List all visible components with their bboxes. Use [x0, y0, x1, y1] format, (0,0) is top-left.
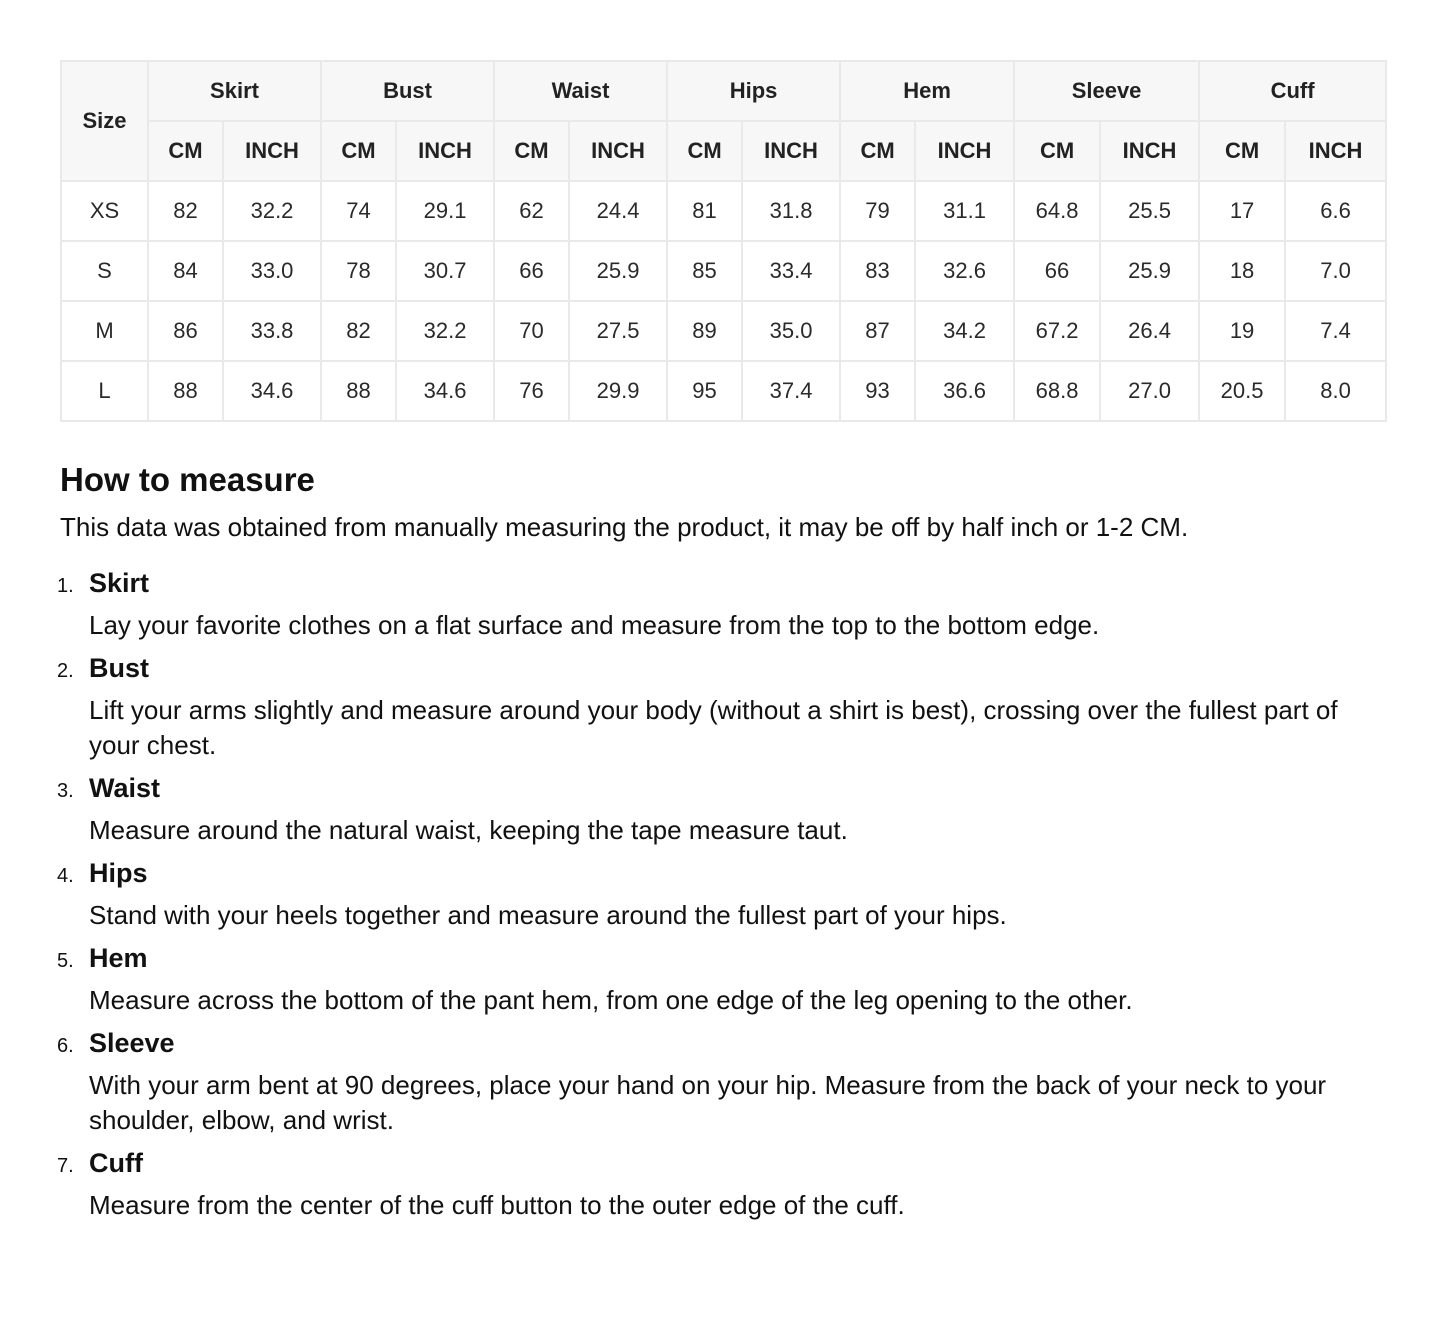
- size-cell: M: [61, 301, 148, 361]
- step-description: Measure around the natural waist, keeping the tape measure taut.: [89, 815, 848, 845]
- unit-header-cm: CM: [667, 121, 742, 181]
- value-cell: 85: [667, 241, 742, 301]
- value-cell: 7.0: [1285, 241, 1386, 301]
- table-unit-header-row: [61, 121, 1386, 181]
- step-description: Measure across the bottom of the pant hem, from one edge of the leg opening to the other.: [89, 985, 1133, 1015]
- value-cell: 64.8: [1014, 181, 1100, 241]
- table-row: [61, 361, 1386, 421]
- value-cell: 86: [148, 301, 223, 361]
- value-cell: 88: [148, 361, 223, 421]
- value-cell: 95: [667, 361, 742, 421]
- value-cell: 32.2: [223, 181, 321, 241]
- step-number: 3.: [57, 780, 74, 802]
- value-cell: 35.0: [742, 301, 840, 361]
- unit-header-cm: CM: [840, 121, 915, 181]
- value-cell: 89: [667, 301, 742, 361]
- unit-header-inch: INCH: [223, 121, 321, 181]
- step-title: Cuff: [89, 1148, 143, 1178]
- size-cell: L: [61, 361, 148, 421]
- unit-header-inch: INCH: [1100, 121, 1199, 181]
- value-cell: 34.6: [396, 361, 494, 421]
- value-cell: 87: [840, 301, 915, 361]
- value-cell: 17: [1199, 181, 1285, 241]
- value-cell: 83: [840, 241, 915, 301]
- value-cell: 33.0: [223, 241, 321, 301]
- step-number: 4.: [57, 865, 74, 887]
- size-cell: S: [61, 241, 148, 301]
- value-cell: 19: [1199, 301, 1285, 361]
- size-cell: XS: [61, 181, 148, 241]
- measure-step-hem: [57, 941, 1385, 1018]
- value-cell: 84: [148, 241, 223, 301]
- value-cell: 18: [1199, 241, 1285, 301]
- unit-header-cm: CM: [321, 121, 396, 181]
- unit-header-inch: INCH: [396, 121, 494, 181]
- value-cell: 7.4: [1285, 301, 1386, 361]
- step-title: Hips: [89, 858, 148, 888]
- value-cell: 68.8: [1014, 361, 1100, 421]
- value-cell: 24.4: [569, 181, 667, 241]
- unit-header-cm: CM: [1014, 121, 1100, 181]
- value-cell: 88: [321, 361, 396, 421]
- value-cell: 25.5: [1100, 181, 1199, 241]
- step-number: 6.: [57, 1035, 74, 1057]
- measure-step-skirt: [57, 566, 1385, 643]
- value-cell: 26.4: [1100, 301, 1199, 361]
- group-header-cuff: Cuff: [1199, 61, 1386, 121]
- value-cell: 27.0: [1100, 361, 1199, 421]
- value-cell: 74: [321, 181, 396, 241]
- table-row: [61, 241, 1386, 301]
- value-cell: 32.6: [915, 241, 1014, 301]
- measure-step-cuff: [57, 1146, 1385, 1223]
- intro-text: This data was obtained from manually measuring the product, it may be off by half inch or 1-2 CM.: [60, 512, 1189, 542]
- value-cell: 33.4: [742, 241, 840, 301]
- step-title: Sleeve: [89, 1028, 175, 1058]
- value-cell: 25.9: [1100, 241, 1199, 301]
- step-number: 5.: [57, 950, 74, 972]
- step-number: 7.: [57, 1155, 74, 1177]
- value-cell: 67.2: [1014, 301, 1100, 361]
- unit-header-inch: INCH: [1285, 121, 1386, 181]
- step-description: Stand with your heels together and measure around the fullest part of your hips.: [89, 900, 1007, 930]
- value-cell: 27.5: [569, 301, 667, 361]
- value-cell: 70: [494, 301, 569, 361]
- table-group-header-row: [61, 61, 1386, 121]
- measure-step-bust: [57, 651, 1385, 763]
- measure-step-waist: [57, 771, 1385, 848]
- group-header-hips: Hips: [667, 61, 840, 121]
- measure-step-sleeve: [57, 1026, 1385, 1138]
- value-cell: 31.8: [742, 181, 840, 241]
- table-row: [61, 181, 1386, 241]
- unit-header-cm: CM: [148, 121, 223, 181]
- measure-steps-list: [57, 566, 1385, 1223]
- step-number: 2.: [57, 660, 74, 682]
- value-cell: 66: [494, 241, 569, 301]
- value-cell: 20.5: [1199, 361, 1285, 421]
- step-number: 1.: [57, 575, 74, 597]
- value-cell: 82: [321, 301, 396, 361]
- step-description: Lift your arms slightly and measure around your body (without a shirt is best), crossing over the fullest part of your chest.: [89, 695, 1338, 760]
- measure-step-hips: [57, 856, 1385, 933]
- value-cell: 81: [667, 181, 742, 241]
- value-cell: 29.9: [569, 361, 667, 421]
- value-cell: 29.1: [396, 181, 494, 241]
- value-cell: 32.2: [396, 301, 494, 361]
- step-description: Lay your favorite clothes on a flat surface and measure from the top to the bottom edge.: [89, 610, 1100, 640]
- value-cell: 76: [494, 361, 569, 421]
- value-cell: 8.0: [1285, 361, 1386, 421]
- value-cell: 30.7: [396, 241, 494, 301]
- group-header-skirt: Skirt: [148, 61, 321, 121]
- value-cell: 34.6: [223, 361, 321, 421]
- value-cell: 25.9: [569, 241, 667, 301]
- unit-header-inch: INCH: [742, 121, 840, 181]
- value-cell: 37.4: [742, 361, 840, 421]
- value-cell: 78: [321, 241, 396, 301]
- unit-header-inch: INCH: [915, 121, 1014, 181]
- size-column-header: Size: [61, 61, 148, 181]
- group-header-bust: Bust: [321, 61, 494, 121]
- unit-header-cm: CM: [494, 121, 569, 181]
- step-title: Waist: [89, 773, 161, 803]
- value-cell: 31.1: [915, 181, 1014, 241]
- size-table: [60, 60, 1387, 422]
- value-cell: 66: [1014, 241, 1100, 301]
- group-header-sleeve: Sleeve: [1014, 61, 1199, 121]
- value-cell: 82: [148, 181, 223, 241]
- value-cell: 6.6: [1285, 181, 1386, 241]
- value-cell: 33.8: [223, 301, 321, 361]
- step-title: Skirt: [89, 568, 150, 598]
- step-description: Measure from the center of the cuff button to the outer edge of the cuff.: [89, 1190, 905, 1220]
- step-title: Hem: [89, 943, 148, 973]
- value-cell: 62: [494, 181, 569, 241]
- step-title: Bust: [89, 653, 149, 683]
- step-description: With your arm bent at 90 degrees, place your hand on your hip. Measure from the back of your neck to your shoulder, elbow, and wrist.: [89, 1070, 1327, 1135]
- unit-header-inch: INCH: [569, 121, 667, 181]
- value-cell: 34.2: [915, 301, 1014, 361]
- table-row: [61, 301, 1386, 361]
- table-body: [61, 181, 1386, 421]
- group-header-hem: Hem: [840, 61, 1014, 121]
- group-header-waist: Waist: [494, 61, 667, 121]
- value-cell: 36.6: [915, 361, 1014, 421]
- value-cell: 93: [840, 361, 915, 421]
- section-heading: How to measure: [60, 461, 315, 498]
- value-cell: 79: [840, 181, 915, 241]
- unit-header-cm: CM: [1199, 121, 1285, 181]
